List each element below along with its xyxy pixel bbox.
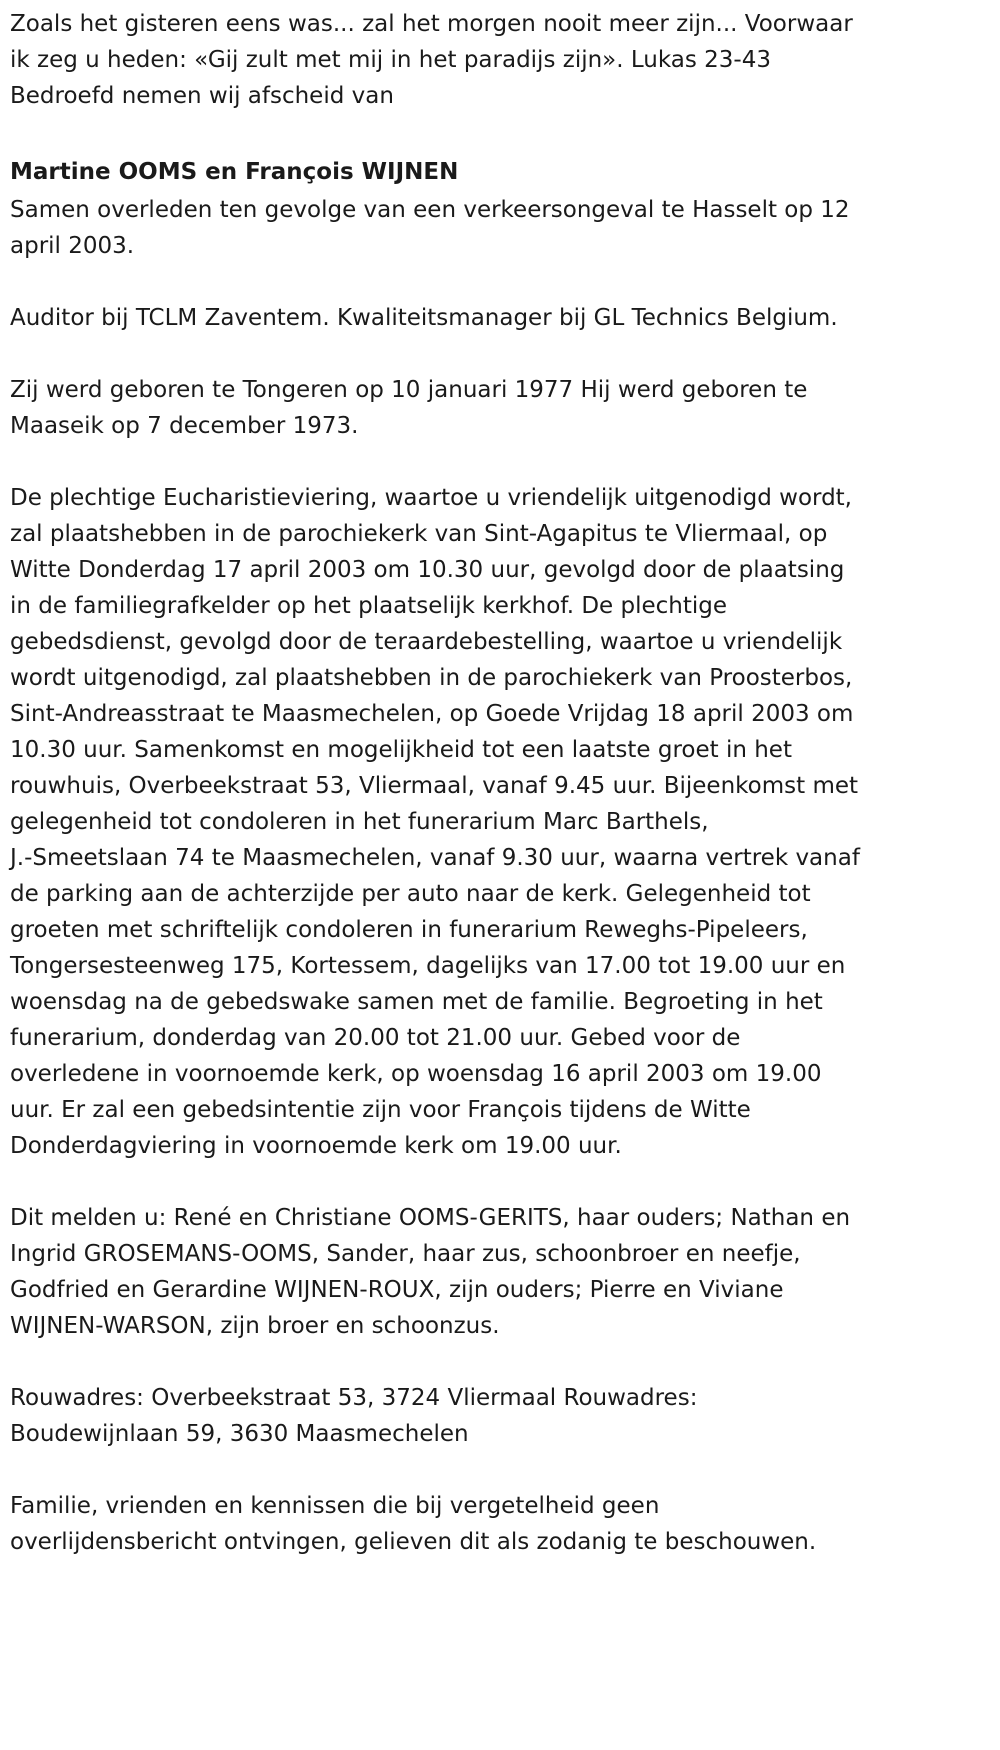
text-line: zal plaatshebben in de parochiekerk van Sint-Agapitus te Vliermaal, op [10, 521, 828, 547]
text-line: overledene in voornoemde kerk, op woensdag 16 april 2003 om 19.00 [10, 1061, 822, 1087]
address-paragraph [10, 1380, 990, 1452]
text-line: in de familiegrafkelder op het plaatselijk kerkhof. De plechtige [10, 593, 728, 619]
text-line: J.-Smeetslaan 74 te Maasmechelen, vanaf 9.30 uur, waarna vertrek vanaf [10, 845, 860, 871]
text-line: Zoals het gisteren eens was... zal het morgen nooit meer zijn... Voorwaar [10, 11, 853, 37]
text-line: Witte Donderdag 17 april 2003 om 10.30 uur, gevolgd door de plaatsing [10, 557, 845, 583]
text-line: Ingrid GROSEMANS-OOMS, Sander, haar zus, schoonbroer en neefje, [10, 1241, 801, 1267]
paragraph-gap [10, 114, 990, 150]
text-line: april 2003. [10, 233, 135, 259]
text-line: Familie, vrienden en kennissen die bij vergetelheid geen [10, 1493, 660, 1519]
circumstances-paragraph [10, 192, 990, 264]
text-line: ik zeg u heden: «Gij zult met mij in het paradijs zijn». Lukas 23-43 [10, 47, 771, 73]
text-line: gelegenheid tot condoleren in het funerarium Marc Barthels, [10, 809, 709, 835]
text-line: rouwhuis, Overbeekstraat 53, Vliermaal, vanaf 9.45 uur. Bijeenkomst met [10, 773, 859, 799]
paragraph-gap [10, 444, 990, 480]
text-line: Auditor bij TCLM Zaventem. Kwaliteitsmanager bij GL Technics Belgium. [10, 305, 838, 331]
text-line: Samen overleden ten gevolge van een verkeersongeval te Hasselt op 12 [10, 197, 850, 223]
text-line: 10.30 uur. Samenkomst en mogelijkheid tot een laatste groet in het [10, 737, 792, 763]
paragraph-gap [10, 1452, 990, 1488]
text-line: Zij werd geboren te Tongeren op 10 januari 1977 Hij werd geboren te [10, 377, 808, 403]
ceremony-paragraph [10, 480, 990, 1164]
text-line: funerarium, donderdag van 20.00 tot 21.00 uur. Gebed voor de [10, 1025, 741, 1051]
text-line: groeten met schriftelijk condoleren in funerarium Reweghs-Pipeleers, [10, 917, 808, 943]
text-line: Bedroefd nemen wij afscheid van [10, 83, 394, 109]
text-line: gebedsdienst, gevolgd door de teraardebestelling, waartoe u vriendelijk [10, 629, 843, 655]
text-line: overlijdensbericht ontvingen, gelieven dit als zodanig te beschouwen. [10, 1529, 817, 1555]
text-line: uur. Er zal een gebedsintentie zijn voor François tijdens de Witte [10, 1097, 751, 1123]
text-line: wordt uitgenodigd, zal plaatshebben in de parochiekerk van Proosterbos, [10, 665, 853, 691]
obituary-notice [10, 6, 990, 1560]
text-line: WIJNEN-WARSON, zijn broer en schoonzus. [10, 1313, 500, 1339]
text-line: woensdag na de gebedswake samen met de familie. Begroeting in het [10, 989, 823, 1015]
text-line: Rouwadres: Overbeekstraat 53, 3724 Vliermaal Rouwadres: [10, 1385, 698, 1411]
text-line: Tongersesteenweg 175, Kortessem, dagelijks van 17.00 tot 19.00 uur en [10, 953, 846, 979]
paragraph-gap [10, 264, 990, 300]
paragraph-gap [10, 1344, 990, 1380]
text-line: Boudewijnlaan 59, 3630 Maasmechelen [10, 1421, 469, 1447]
text-line: Dit melden u: René en Christiane OOMS-GERITS, haar ouders; Nathan en [10, 1205, 851, 1231]
family-paragraph [10, 1200, 990, 1344]
occupation-paragraph [10, 300, 990, 336]
text-line: Godfried en Gerardine WIJNEN-ROUX, zijn ouders; Pierre en Viviane [10, 1277, 784, 1303]
paragraph-gap [10, 1164, 990, 1200]
text-line: de parking aan de achterzijde per auto naar de kerk. Gelegenheid tot [10, 881, 811, 907]
text-line: Sint-Andreasstraat te Maasmechelen, op Goede Vrijdag 18 april 2003 om [10, 701, 854, 727]
text-line: Donderdagviering in voornoemde kerk om 19.00 uur. [10, 1133, 622, 1159]
closing-paragraph [10, 1488, 990, 1560]
intro-paragraph [10, 6, 990, 114]
deceased-names-heading: Martine OOMS en François WIJNEN [10, 159, 459, 185]
paragraph-gap [10, 336, 990, 372]
birth-paragraph [10, 372, 990, 444]
text-line: De plechtige Eucharistieviering, waartoe u vriendelijk uitgenodigd wordt, [10, 485, 852, 511]
text-line: Maaseik op 7 december 1973. [10, 413, 359, 439]
